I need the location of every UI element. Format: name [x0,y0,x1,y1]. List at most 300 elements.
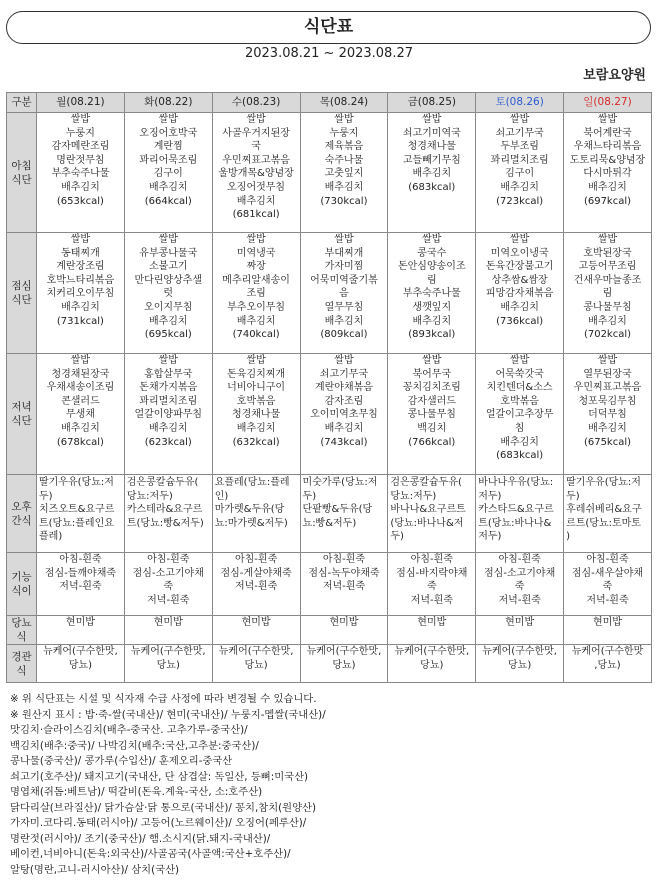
day-header-wed: 수(08.23) [212,93,300,113]
menu-item: 건새우마늘종조 [573,274,642,286]
menu-item: 배추김치 [61,301,100,313]
menu-item: 쌀밥 [334,234,354,245]
menu-cell [300,113,388,233]
menu-item: 배추김치 [148,181,188,193]
menu-cell [37,645,125,683]
menu-cell [388,233,476,354]
menu-cell [300,475,388,553]
menu-item: (683kcal) [408,181,456,193]
menu-item: 홍합살무국 [144,368,193,380]
menu-item: 고등어무조림 [578,261,637,273]
menu-item: 림 [602,288,613,300]
menu-item: 딸기우유(당뇨:저 [566,477,641,488]
menu-cell [212,475,300,553]
menu-item: 뉴케어(구수한맛, [394,646,470,657]
menu-cell [37,616,125,645]
menu-item: 저녁-흰죽 [234,581,278,593]
menu-item: 쌀밥 [70,234,91,245]
menu-item: (743kcal) [320,436,368,448]
menu-cell [37,553,125,616]
menu-cell [564,354,652,475]
menu-item: 뉴케어(구수한맛, [306,646,382,657]
menu-item: 쌀밥 [422,114,442,125]
menu-cell [300,553,388,616]
menu-item: 계란장조림 [56,261,105,273]
menu-item: 열무된장국 [583,368,632,380]
menu-item: (623kcal) [144,436,192,448]
menu-item: 쌀밥 [597,234,618,245]
menu-item: (683kcal) [496,450,544,462]
menu-item: 배추김치 [588,315,627,327]
menu-item: 저녁-흰죽 [498,594,541,606]
menu-item: 더덕무침 [588,409,627,421]
menu-item: 아침-흰죽 [147,554,190,565]
menu-cell [124,616,212,645]
menu-item: 쌀밥 [70,114,91,125]
menu-cell [212,645,300,683]
menu-item: (740kcal) [232,329,280,341]
menu-item: 소불고기 [148,261,188,273]
menu-item: 호박볶음 [500,395,539,407]
menu-cell [124,645,212,683]
menu-item: 플레) [39,531,63,543]
menu-item: 점심-게살야채죽 [220,567,292,579]
menu-item: 꽁치김치조림 [402,382,461,394]
menu-item: 콩국수 [417,247,447,259]
menu-item: 부추숙주나물 [51,168,110,180]
menu-cell [476,233,564,354]
menu-cell [476,616,564,645]
menu-item: 뇨:마가렛&저두) [214,517,288,529]
menu-cell [37,233,125,354]
menu-item: (653kcal) [56,195,104,207]
menu-cell [124,233,212,354]
menu-cell [212,616,300,645]
row-label-line: 점심 [11,280,32,292]
menu-item: 쌀밥 [246,234,266,245]
menu-item: 뉴케어(구수한맛 [571,646,644,657]
row-label-line: 경관 [11,650,32,663]
menu-item: 오이미역초무침 [310,409,378,421]
weekly-menu-table [6,92,652,683]
menu-cell [388,354,476,475]
menu-item: 배추김치 [324,315,364,327]
menu-item: 부대찌개 [324,247,364,259]
menu-item: 침 [514,422,525,434]
menu-item: 인) [214,490,229,502]
row-label [7,354,37,475]
menu-item: 점심-새우살야채 [571,567,644,579]
menu-item: 사골우거지된장 [222,127,290,139]
menu-item: 누룽지 [65,127,95,139]
menu-item: 숙주나물 [324,154,364,166]
menu-item: 쌀밥 [509,355,530,366]
menu-item: 호박된장국 [583,247,632,259]
menu-item: 메추리알새송이 [222,274,290,286]
menu-item: 현미밥 [505,617,535,628]
menu-item: 쇠고기무국 [319,368,369,380]
menu-item: 쌀밥 [70,355,91,366]
menu-cell [212,354,300,475]
day-header-sun: 일(08.27) [564,93,652,113]
menu-item: 우민찌표고볶음 [573,382,642,394]
menu-item: 콘샐러드 [61,395,100,407]
menu-item: 유부콩나물국 [139,247,198,259]
menu-cell [124,113,212,233]
menu-cell [564,553,652,616]
menu-item: 부추숙주나물 [402,288,461,300]
menu-item: 어묵미역줄기볶 [310,274,378,286]
menu-item: 두) [390,531,404,543]
menu-cell [124,475,212,553]
menu-item: 단팥빵&두유(당 [302,504,373,516]
menu-item: 두부조림 [500,141,539,153]
menu-item: 돈육간장불고기 [485,261,554,273]
menu-item: 쌀밥 [246,355,266,366]
menu-item: 청경채나물 [407,141,456,153]
facility-name: 보람요양원 [583,68,646,83]
row-label-line: 식단 [11,173,32,186]
menu-item: 카스테라&요구르 [126,504,203,516]
menu-item: 현미밥 [153,617,183,628]
menu-item: 배추김치 [324,422,364,434]
header-corner: 구분 [7,93,37,113]
row-label [7,113,37,233]
page-title: 식단표 [6,11,651,44]
menu-item: 트(당뇨:빵&저두) [126,517,204,529]
menu-item: 당뇨) [244,659,268,671]
menu-item: 음 [339,288,349,300]
menu-cell [388,645,476,683]
menu-item: 제육볶음 [324,141,364,153]
menu-item: 두) [302,490,317,502]
menu-cell [564,113,652,233]
menu-item: 죽 [426,581,437,593]
note-line: ※ 원산지 표시 : 밥·죽-쌀(국내산)/ 현미(국내산)/ 누룽지-멥쌀(국내산)/ [10,708,326,721]
tube-feeding-row [7,645,652,683]
menu-item: (632kcal) [232,436,280,448]
menu-item: 우채새송이조림 [46,382,115,394]
menu-item: 오이지무침 [144,301,193,313]
menu-item: 배추김치 [500,436,539,448]
menu-item: 뇨:빵&저두) [302,517,357,529]
menu-item: (723kcal) [496,195,544,207]
menu-item: 아침-흰죽 [59,554,102,565]
menu-item: 상추쌈&쌈장 [491,274,548,286]
menu-item: 쌀밥 [158,234,178,245]
menu-item: ,당뇨) [594,659,621,671]
note-line: 명란젓(러시아)/ 조기(중국산)/ 햄.소시지(닭.돼지-국내산)/ [10,832,271,845]
menu-item: 도토리묵&양념장 [569,154,646,166]
row-label-line: 식단 [11,294,32,306]
menu-item: 바나나&요구르트 [390,504,466,516]
menu-cell [300,645,388,683]
menu-item: 점심-소고기야채 [132,567,204,579]
menu-item: 북어계란국 [583,127,632,139]
note-line: ※ 위 식단표는 시설 및 식자재 수급 사정에 따라 변경될 수 있습니다. [10,693,317,705]
menu-item: 조림 [246,288,266,300]
menu-item: 쌀밥 [334,355,354,366]
menu-item: 배추김치 [236,195,276,207]
menu-cell [476,113,564,233]
day-header-thu: 목(08.24) [300,93,388,113]
row-label-line: 기능 [11,571,32,583]
menu-item: 꽈리어묵조림 [139,154,198,166]
functional-diet-row [7,553,652,616]
menu-item: 쌀밥 [422,234,442,245]
menu-item: 림 [426,274,437,286]
menu-cell [564,645,652,683]
menu-cell [564,616,652,645]
menu-item: 우민찌표고볶음 [222,154,290,166]
menu-item: 미역냉국 [236,247,276,259]
menu-item: 점심-들깨야채죽 [44,567,117,579]
menu-item: 죽 [514,581,525,593]
menu-item: 두) [39,490,53,502]
menu-item: (695kcal) [144,329,192,341]
note-line: 백김치(배추:중국)/ 나박김치(배추:국산,고추분:중국산)/ [10,739,259,752]
menu-cell [388,113,476,233]
row-label-line: 간식 [11,514,32,527]
menu-item: 르트(당뇨:토마토 [566,517,641,529]
menu-cell [212,113,300,233]
menu-item: 현미밥 [417,617,447,628]
note-line: 콩나물(중국산)/ 콩가루(수입산)/ 훈제오리-중국산 [10,755,233,767]
menu-item: 마가렛&두유(당 [214,504,285,516]
menu-item: 호박느타리볶음 [46,274,115,286]
menu-item: 당뇨) [508,659,532,671]
menu-cell [388,553,476,616]
menu-cell [37,113,125,233]
menu-item: (664kcal) [144,195,192,207]
menu-item: 치킨텐더&소스 [486,382,553,394]
menu-item: 당뇨:저두) [126,490,173,502]
menu-item: 뉴케어(구수한맛, [218,646,294,657]
menu-item: 저녁-흰죽 [147,594,190,606]
menu-item: (697kcal) [583,195,632,207]
menu-item: 저녁-흰죽 [586,594,629,606]
menu-cell [476,475,564,553]
menu-cell [212,233,300,354]
menu-item: 뉴케어(구수한맛, [482,646,557,657]
menu-item: 저녁-흰죽 [322,581,366,593]
notes-section [10,692,650,878]
menu-item: 너비아니구이 [227,382,286,394]
menu-item: (809kcal) [320,329,368,341]
menu-item: 배추김치 [236,422,276,434]
menu-item: 콩나물무침 [407,409,456,421]
menu-item: 다시마튀각 [583,168,632,180]
menu-item: 계란야채볶음 [314,382,373,394]
menu-item: 요플레(당뇨:플레 [214,477,290,488]
menu-cell [388,475,476,553]
menu-item: 바나나우유(당뇨: [478,477,554,488]
row-label [7,553,37,616]
menu-item: 뉴케어(구수한맛, [43,646,118,657]
day-header-sat: 토(08.26) [476,93,564,113]
menu-item: 국 [251,141,261,153]
row-label-line: 식이 [11,585,32,597]
menu-item: 현미밥 [329,617,359,628]
menu-item: 점심-소고기야채 [484,567,556,579]
row-label-line: 식 [16,664,27,677]
menu-item: 얼갈이양파무침 [134,409,203,421]
menu-item: 피망감자채볶음 [485,288,554,300]
menu-item: 배추김치 [588,181,627,193]
note-line: 닭다리살(브라질산)/ 닭가슴살·닭 통으로(국내산)/ 꽁치,참치(원양산) [10,801,317,814]
menu-item: 어묵쑥갓국 [495,368,544,380]
menu-item: 열무무침 [324,301,364,313]
row-label-line: 오후 [11,500,32,513]
menu-item: 김구이 [505,168,535,180]
note-line: 쇠고기(호주산)/ 돼지고기(국내산, 단 삼겹살: 독일산, 등뼈:미국산) [10,770,309,783]
menu-cell [388,616,476,645]
menu-item: 청경채된장국 [51,368,110,380]
menu-item: 당뇨) [332,659,356,671]
menu-item: 명란젓무침 [56,154,105,166]
menu-item: 쇠고기미역국 [402,127,461,139]
menu-item: 점심-녹두야채죽 [308,567,380,579]
menu-item: 카스타드&요구르 [478,504,554,516]
menu-item: 김구이 [153,168,183,180]
menu-cell [124,354,212,475]
menu-item: 저두) [478,490,502,502]
menu-item: 쇠고기무국 [495,127,544,139]
menu-cell [300,616,388,645]
day-header-tue: 화(08.22) [124,93,212,113]
menu-item: 계란찜 [153,141,183,153]
row-label [7,645,37,683]
menu-item: 호박볶음 [236,395,276,407]
menu-item: (736kcal) [496,315,544,327]
menu-item: 검은콩칼슘두유( [390,477,462,488]
menu-item: 꽈리멸치조림 [139,395,198,407]
menu-item: 쌀밥 [509,234,530,245]
row-label [7,616,37,645]
menu-cell [476,553,564,616]
menu-item: 짜장 [246,261,266,273]
menu-item: 얼갈이고추장무 [485,409,554,421]
dinner-row [7,354,652,475]
row-label-line: 아침 [11,159,32,172]
menu-item: 배추김치 [148,422,188,434]
note-line: 맛김치·슬라이스김치(배추-중국산. 고추가루-중국산)/ [10,724,248,736]
menu-item: 현미밥 [65,617,95,628]
menu-item: 당뇨) [68,659,93,671]
row-label [7,475,37,553]
menu-item: 쌀밥 [158,355,178,366]
menu-item: 두) [566,490,580,502]
note-line: 명엽채(쥐돔:베트남)/ 떡갈비(돈육.계육-국산, 소:호주산) [10,786,263,798]
menu-item: 저녁-흰죽 [410,594,453,606]
menu-item: 돈채가지볶음 [139,382,198,394]
header-row [7,93,652,113]
menu-item: 배추김치 [236,315,276,327]
menu-item: 꽈리멸치조림 [490,154,549,166]
menu-item: 울방개목&양념장 [218,168,294,180]
menu-item: 무생채 [65,409,95,421]
menu-item: 트(당뇨:플레인요 [39,517,114,529]
menu-item: (730kcal) [320,195,368,207]
menu-item: 아침-흰죽 [586,554,629,565]
menu-item: 청포묵김무침 [578,395,637,407]
menu-item: 점심-바지락야채 [396,567,468,579]
note-line: 베이컨,너비아니(돈육:외국산)/사골곰국(사골액:국산+호주산)/ [10,848,291,860]
menu-item: 오징어젓무침 [227,181,286,193]
menu-item: 동태찌개 [61,247,100,259]
menu-cell [300,233,388,354]
day-header-fri: 금(08.25) [388,93,476,113]
row-label-line: 식단 [11,415,32,427]
menu-item: 뉴케어(구수한맛, [130,646,206,657]
menu-item: 딸기우유(당뇨:저 [39,477,114,488]
menu-item: 감자조림 [324,395,364,407]
menu-item: 아침-흰죽 [498,554,541,565]
menu-item: 현미밥 [241,617,271,628]
menu-item: (731kcal) [56,315,104,327]
menu-item: 배추김치 [324,181,364,193]
note-line: 알탕(명란,고니-러시아산)/ 삼치(국산) [10,863,180,876]
note-line: 가자미.코다리.동태(러시아)/ 고등어(노르웨이산)/ 오징어(페루산)/ [10,817,307,829]
menu-cell [564,475,652,553]
menu-item: 배추김치 [61,181,100,193]
menu-item: 죽 [602,581,613,593]
menu-period: 2023.08.21 ~ 2023.08.27 [244,46,414,61]
snack-row [7,475,652,553]
menu-item: 배추김치 [500,181,539,193]
menu-item: 쌀밥 [597,114,618,125]
menu-cell [37,354,125,475]
menu-item: 치커리오이무침 [46,288,115,300]
menu-item: 아침-흰죽 [234,554,278,565]
menu-cell [124,553,212,616]
diabetic-diet-row [7,616,652,645]
menu-item: 콩나물무침 [583,301,632,313]
menu-cell [37,475,125,553]
day-header-mon: 월(08.21) [37,93,125,113]
menu-item: ) [566,531,570,543]
row-label-line: 식 [16,631,27,643]
menu-item: 쌀밥 [597,355,618,366]
menu-item: 고춧잎지 [324,168,364,180]
menu-item: (766kcal) [408,436,456,448]
menu-item: (702kcal) [583,329,632,341]
menu-item: 현미밥 [592,617,622,628]
menu-item: (675kcal) [583,436,632,448]
menu-item: 배추김치 [61,422,100,434]
menu-item: 후레쉬베리&요구 [566,504,642,516]
menu-item: 배추김치 [148,315,188,327]
menu-item: 트(당뇨:바나나& [478,517,552,529]
row-label [7,233,37,354]
menu-item: 북어무국 [412,368,452,380]
menu-cell [300,354,388,475]
menu-item: 당뇨) [420,659,444,671]
menu-item: 쌀밥 [422,355,442,366]
menu-item: 배추김치 [500,301,539,313]
menu-item: 쌀밥 [246,114,266,125]
menu-item: 저녁-흰죽 [59,581,102,593]
menu-item: 감자샐러드 [407,395,456,407]
menu-item: 만다린양상추샐 [134,274,203,286]
menu-cell [476,354,564,475]
menu-cell [564,233,652,354]
menu-item: 돈안심양송이조 [397,261,466,273]
menu-item: 쌀밥 [158,114,178,125]
menu-item: 미역오이냉국 [490,247,549,259]
menu-item: 오징어호박국 [139,127,198,139]
menu-item: 럿 [163,288,174,300]
